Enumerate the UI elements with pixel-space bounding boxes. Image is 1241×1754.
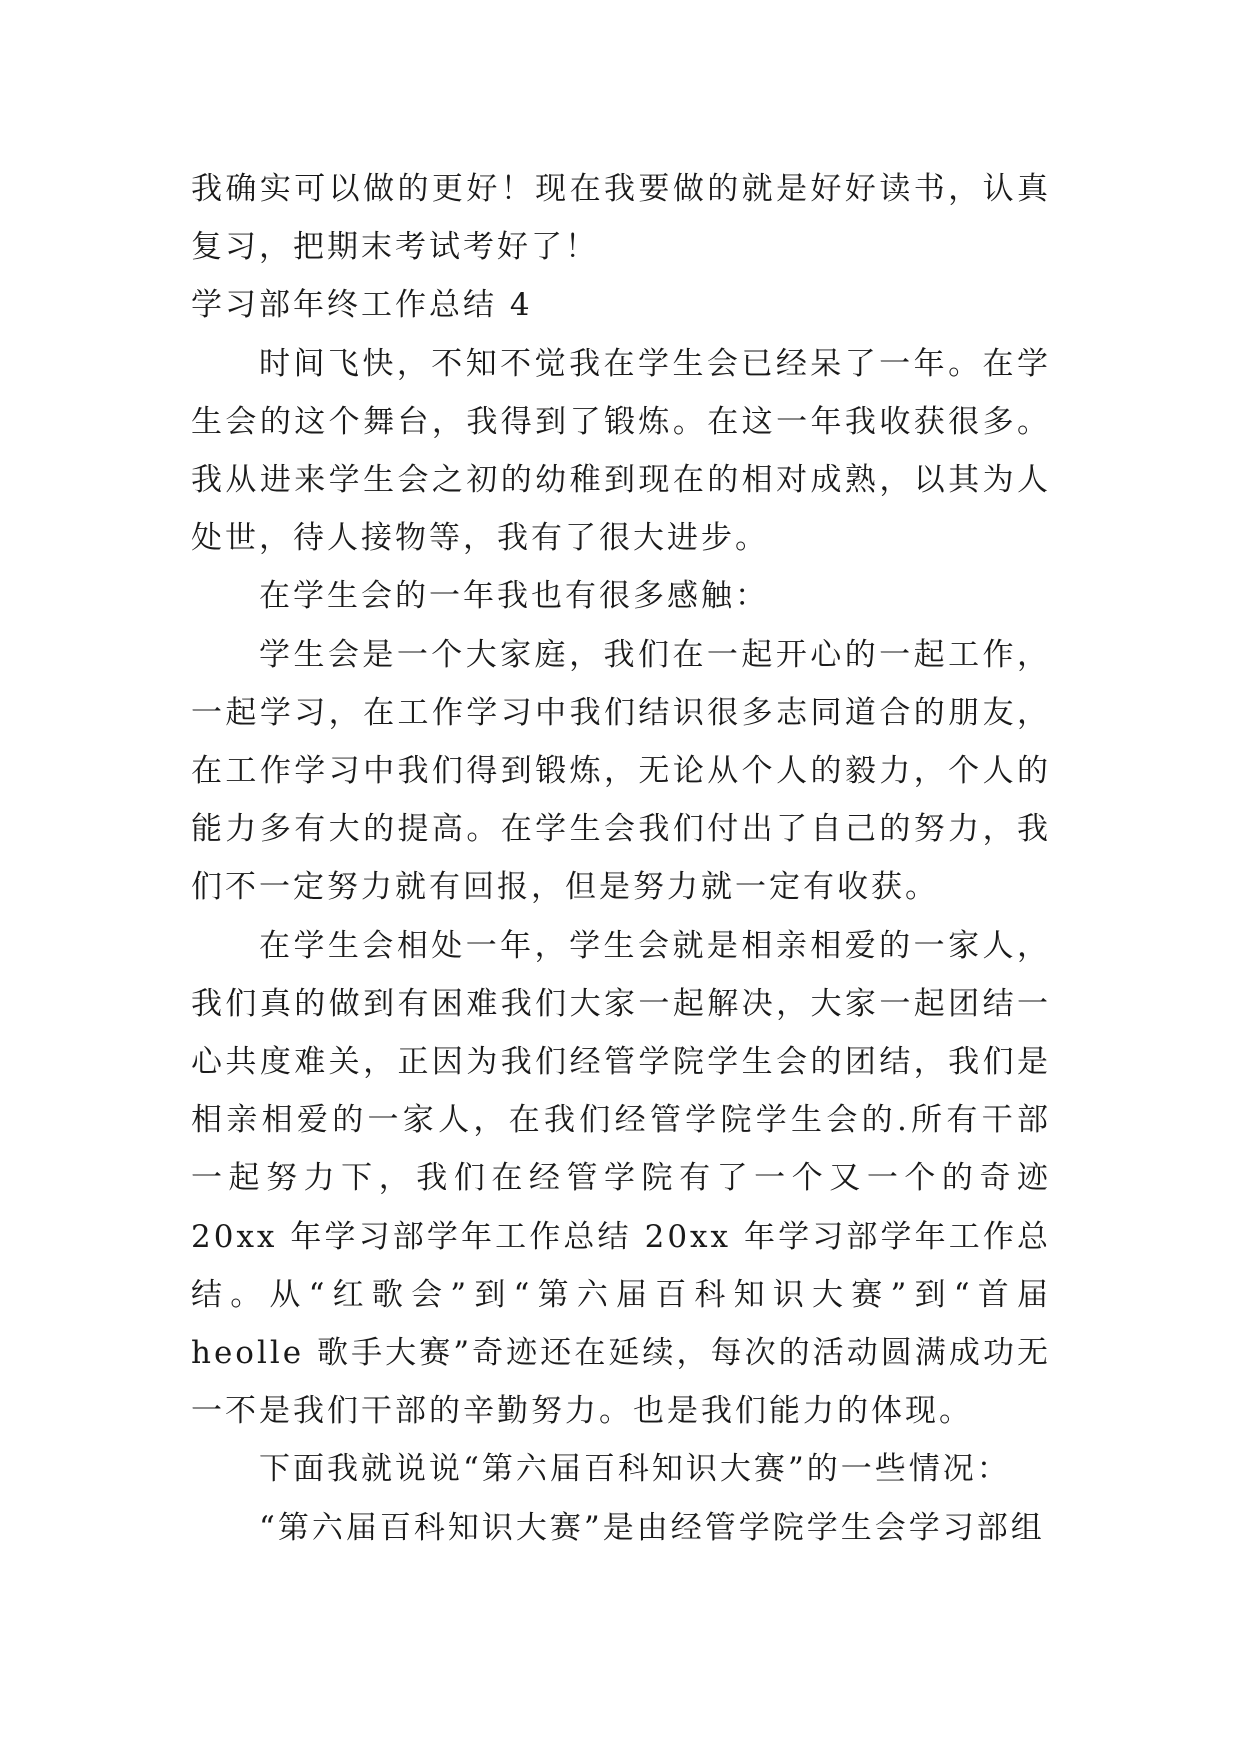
body-paragraph: 在学生会的一年我也有很多感触： <box>259 578 769 615</box>
document-body <box>191 160 1051 1557</box>
section-heading: 学习部年终工作总结 4 <box>191 287 533 324</box>
body-paragraph: 时间飞快，不知不觉我在学生会已经呆了一年。在学生会的这个舞台，我得到了锻炼。在这一年我收获很多。我从进来学生会之初的幼稚到现在的相对成熟，以其为人处世，待人接物等，我有了很大进步。 <box>191 345 1051 557</box>
body-paragraph: “第六届百科知识大赛”是由经管学院学生会学习部组 <box>259 1509 1045 1546</box>
body-paragraph: 下面我就说说“第六届百科知识大赛”的一些情况： <box>259 1451 1011 1488</box>
continuation-paragraph: 我确实可以做的更好！现在我要做的就是好好读书，认真复习，把期末考试考好了！ <box>191 171 1051 266</box>
body-paragraph: 学生会是一个大家庭，我们在一起开心的一起工作，一起学习，在工作学习中我们结识很多志同道合的朋友，在工作学习中我们得到锻炼，无论从个人的毅力，个人的能力多有大的提高。在学生会我们付出了自己的努力，我们不一定努力就有回报，但是努力就一定有收获。 <box>191 636 1051 906</box>
body-paragraph: 在学生会相处一年，学生会就是相亲相爱的一家人，我们真的做到有困难我们大家一起解决，大家一起团结一心共度难关，正因为我们经管学院学生会的团结，我们是相亲相爱的一家人，在我们经管学院学生会的.所有干部一起努力下，我们在经管学院有了一个又一个的奇迹 20xx 年学习部学年工作总结 20xx 年学习部学年工作总结。从“红歌会”到“第六届百科知识大赛”到“首届 heolle 歌手大赛”奇迹还在延续，每次的活动圆满成功无一不是我们干部的辛勤努力。也是我们能力的体现。 <box>191 927 1051 1430</box>
